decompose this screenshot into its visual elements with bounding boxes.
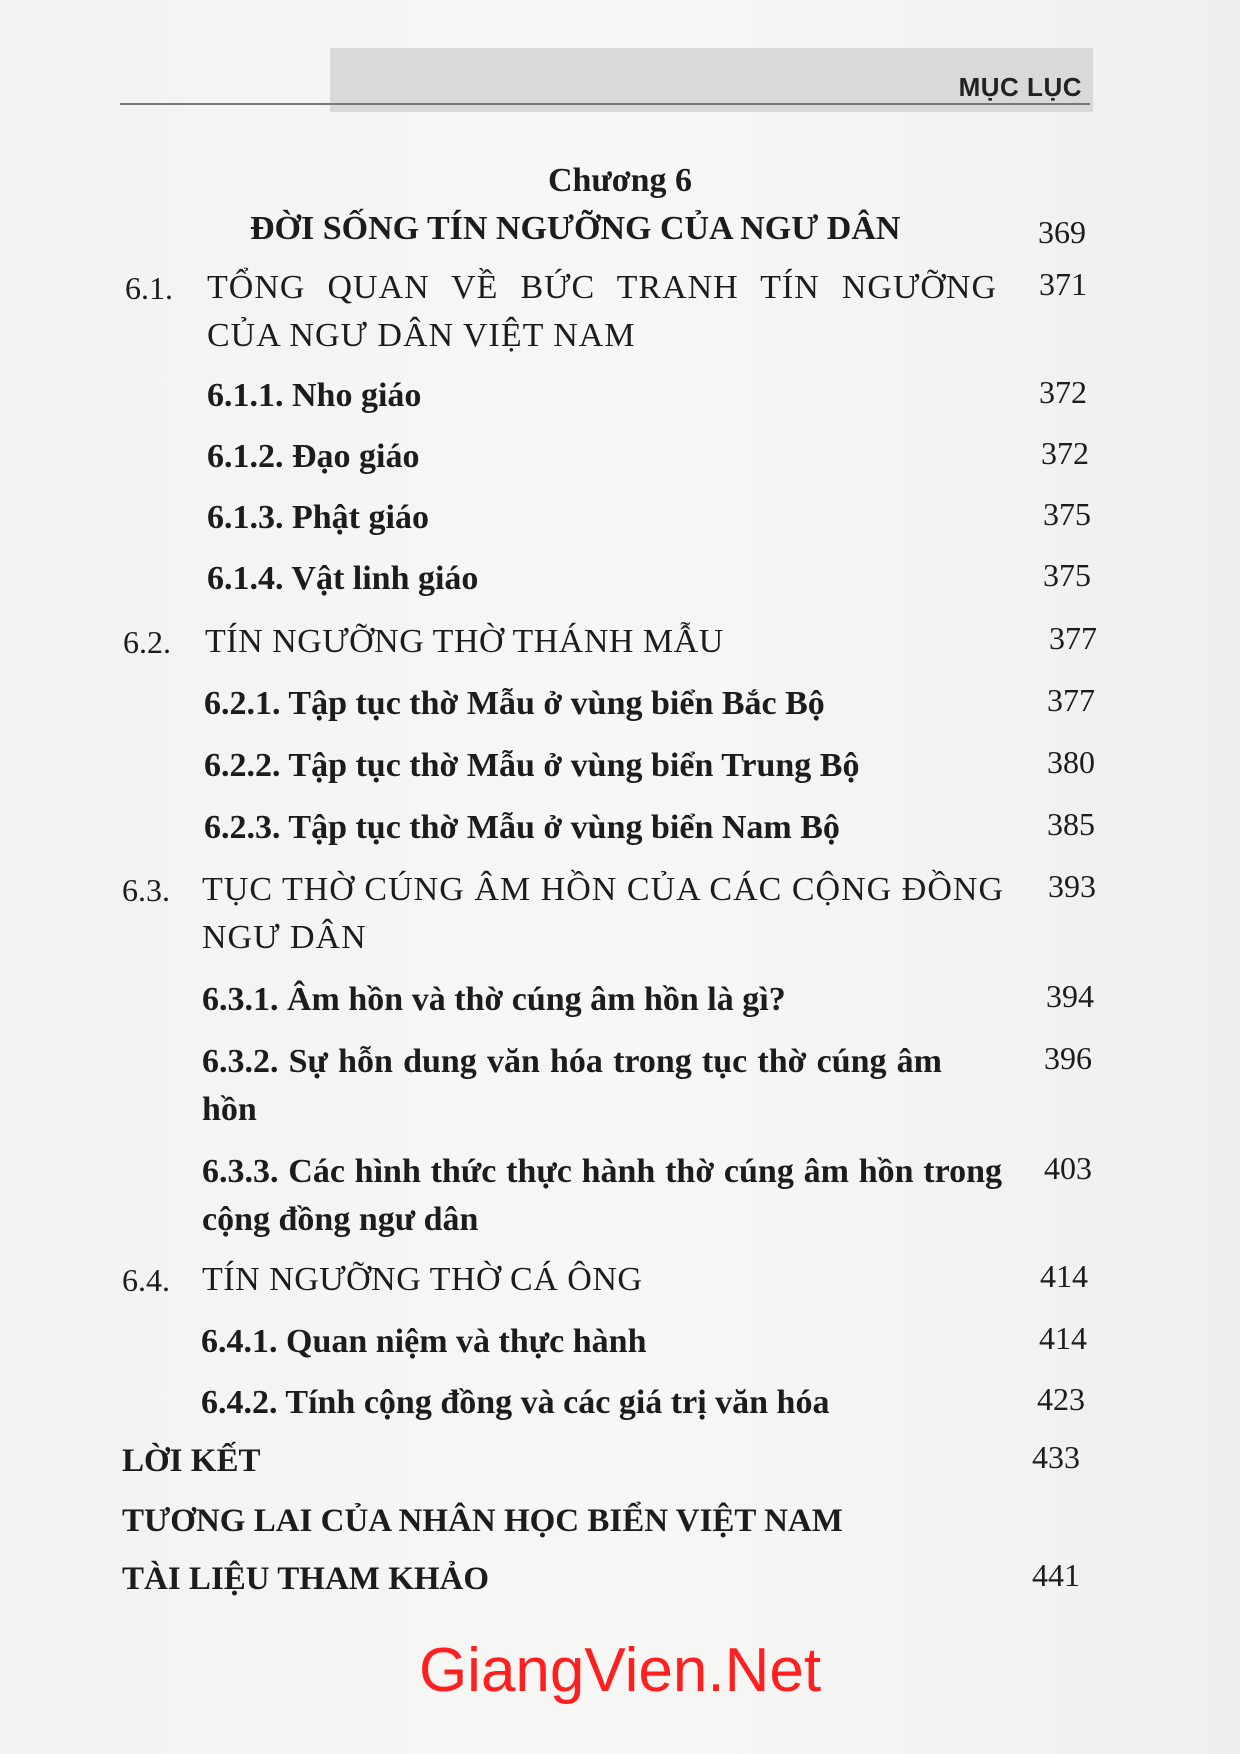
subsection-title: 6.4.1. Quan niệm và thực hành [201, 1323, 647, 1360]
subsection-title: 6.1.1. Nho giáo [207, 377, 422, 414]
page-number: 380 [1047, 744, 1095, 780]
toc-subsection [207, 555, 1107, 607]
page-number: 372 [1041, 435, 1089, 471]
subsection-title: 6.2.2. Tập tục thờ Mẫu ở vùng biển Trung Bộ [204, 747, 860, 784]
page-number: 372 [1039, 374, 1087, 410]
page-number: 375 [1043, 557, 1091, 593]
subsection-title: 6.2.3. Tập tục thờ Mẫu ở vùng biển Nam Bộ [204, 809, 840, 846]
toc-subsection [201, 1379, 1101, 1431]
toc-subsection [207, 494, 1107, 546]
subsection-title: 6.2.1. Tập tục thờ Mẫu ở vùng biển Bắc Bộ [204, 685, 825, 722]
subsection-title: 6.3.3. Các hình thức thực hành thờ cúng âm hồn trong cộng đồng ngư dân [202, 1153, 1002, 1238]
page-number: 423 [1037, 1381, 1085, 1417]
page-number: 396 [1044, 1040, 1092, 1076]
toc-subsection [201, 1318, 1101, 1370]
page-number: 377 [1047, 682, 1095, 718]
subsection-title: 6.1.2. Đạo giáo [207, 438, 420, 475]
toc-references [122, 1555, 1102, 1607]
subsection-title: 6.4.2. Tính cộng đồng và các giá trị văn hóa [201, 1384, 830, 1421]
header-rule [120, 103, 1090, 105]
subsection-title: 6.1.4. Vật linh giáo [207, 560, 479, 597]
toc-future [122, 1497, 1102, 1549]
chapter-label: Chương 6 [547, 162, 693, 199]
toc-subsection [202, 976, 1102, 1028]
toc-conclusion [122, 1437, 1102, 1489]
chapter-title: ĐỜI SỐNG TÍN NGƯỠNG CỦA NGƯ DÂN [250, 210, 901, 247]
entry-title: TÀI LIỆU THAM KHẢO [122, 1561, 490, 1597]
section-title: TỤC THỜ CÚNG ÂM HỒN CỦA CÁC CỘNG ĐỒNG NGƯ DÂN [202, 871, 1004, 956]
section-number: 6.3. [122, 872, 170, 908]
section-title: TÍN NGƯỠNG THỜ THÁNH MẪU [205, 623, 724, 660]
toc-subsection [204, 742, 1104, 794]
watermark: GiangVien.Net [418, 1636, 822, 1705]
toc-section-6-3 [122, 866, 1102, 966]
page-number: 441 [1032, 1557, 1080, 1593]
section-number: 6.2. [123, 624, 171, 660]
toc-section-6-1 [125, 264, 1105, 364]
page-number: 414 [1040, 1258, 1088, 1294]
subsection-title: 6.3.2. Sự hỗn dung văn hóa trong tục thờ cúng âm hồn [202, 1043, 942, 1128]
running-header-title: MỤC LỤC [958, 72, 1082, 102]
section-title: TỔNG QUAN VỀ BỨC TRANH TÍN NGƯỠNG CỦA NGƯ DÂN VIỆT NAM [207, 269, 997, 354]
toc-subsection [207, 433, 1107, 485]
page-number: 433 [1032, 1439, 1080, 1475]
page-number: 393 [1048, 868, 1096, 904]
page-number: 394 [1046, 978, 1094, 1014]
page-number: 371 [1039, 266, 1087, 302]
page-number: 414 [1039, 1320, 1087, 1356]
page-number: 375 [1043, 496, 1091, 532]
toc-subsection [202, 1148, 1102, 1248]
toc-subsection [204, 804, 1104, 856]
page-number: 377 [1049, 620, 1097, 656]
section-number: 6.1. [125, 270, 173, 306]
page-number: 385 [1047, 806, 1095, 842]
subsection-title: 6.3.1. Âm hồn và thờ cúng âm hồn là gì? [202, 981, 786, 1018]
toc-section-6-2 [123, 618, 1103, 670]
page-number: 403 [1044, 1150, 1092, 1186]
entry-title: TƯƠNG LAI CỦA NHÂN HỌC BIỂN VIỆT NAM [122, 1503, 843, 1539]
entry-title: LỜI KẾT [122, 1443, 261, 1479]
section-title: TÍN NGƯỠNG THỜ CÁ ÔNG [202, 1261, 643, 1298]
toc-section-6-4 [122, 1256, 1102, 1308]
subsection-title: 6.1.3. Phật giáo [207, 499, 429, 536]
toc-subsection [204, 680, 1104, 732]
toc-subsection [202, 1038, 1102, 1138]
chapter-page-number: 369 [1038, 214, 1086, 250]
section-number: 6.4. [122, 1262, 170, 1298]
toc-subsection [207, 372, 1107, 424]
